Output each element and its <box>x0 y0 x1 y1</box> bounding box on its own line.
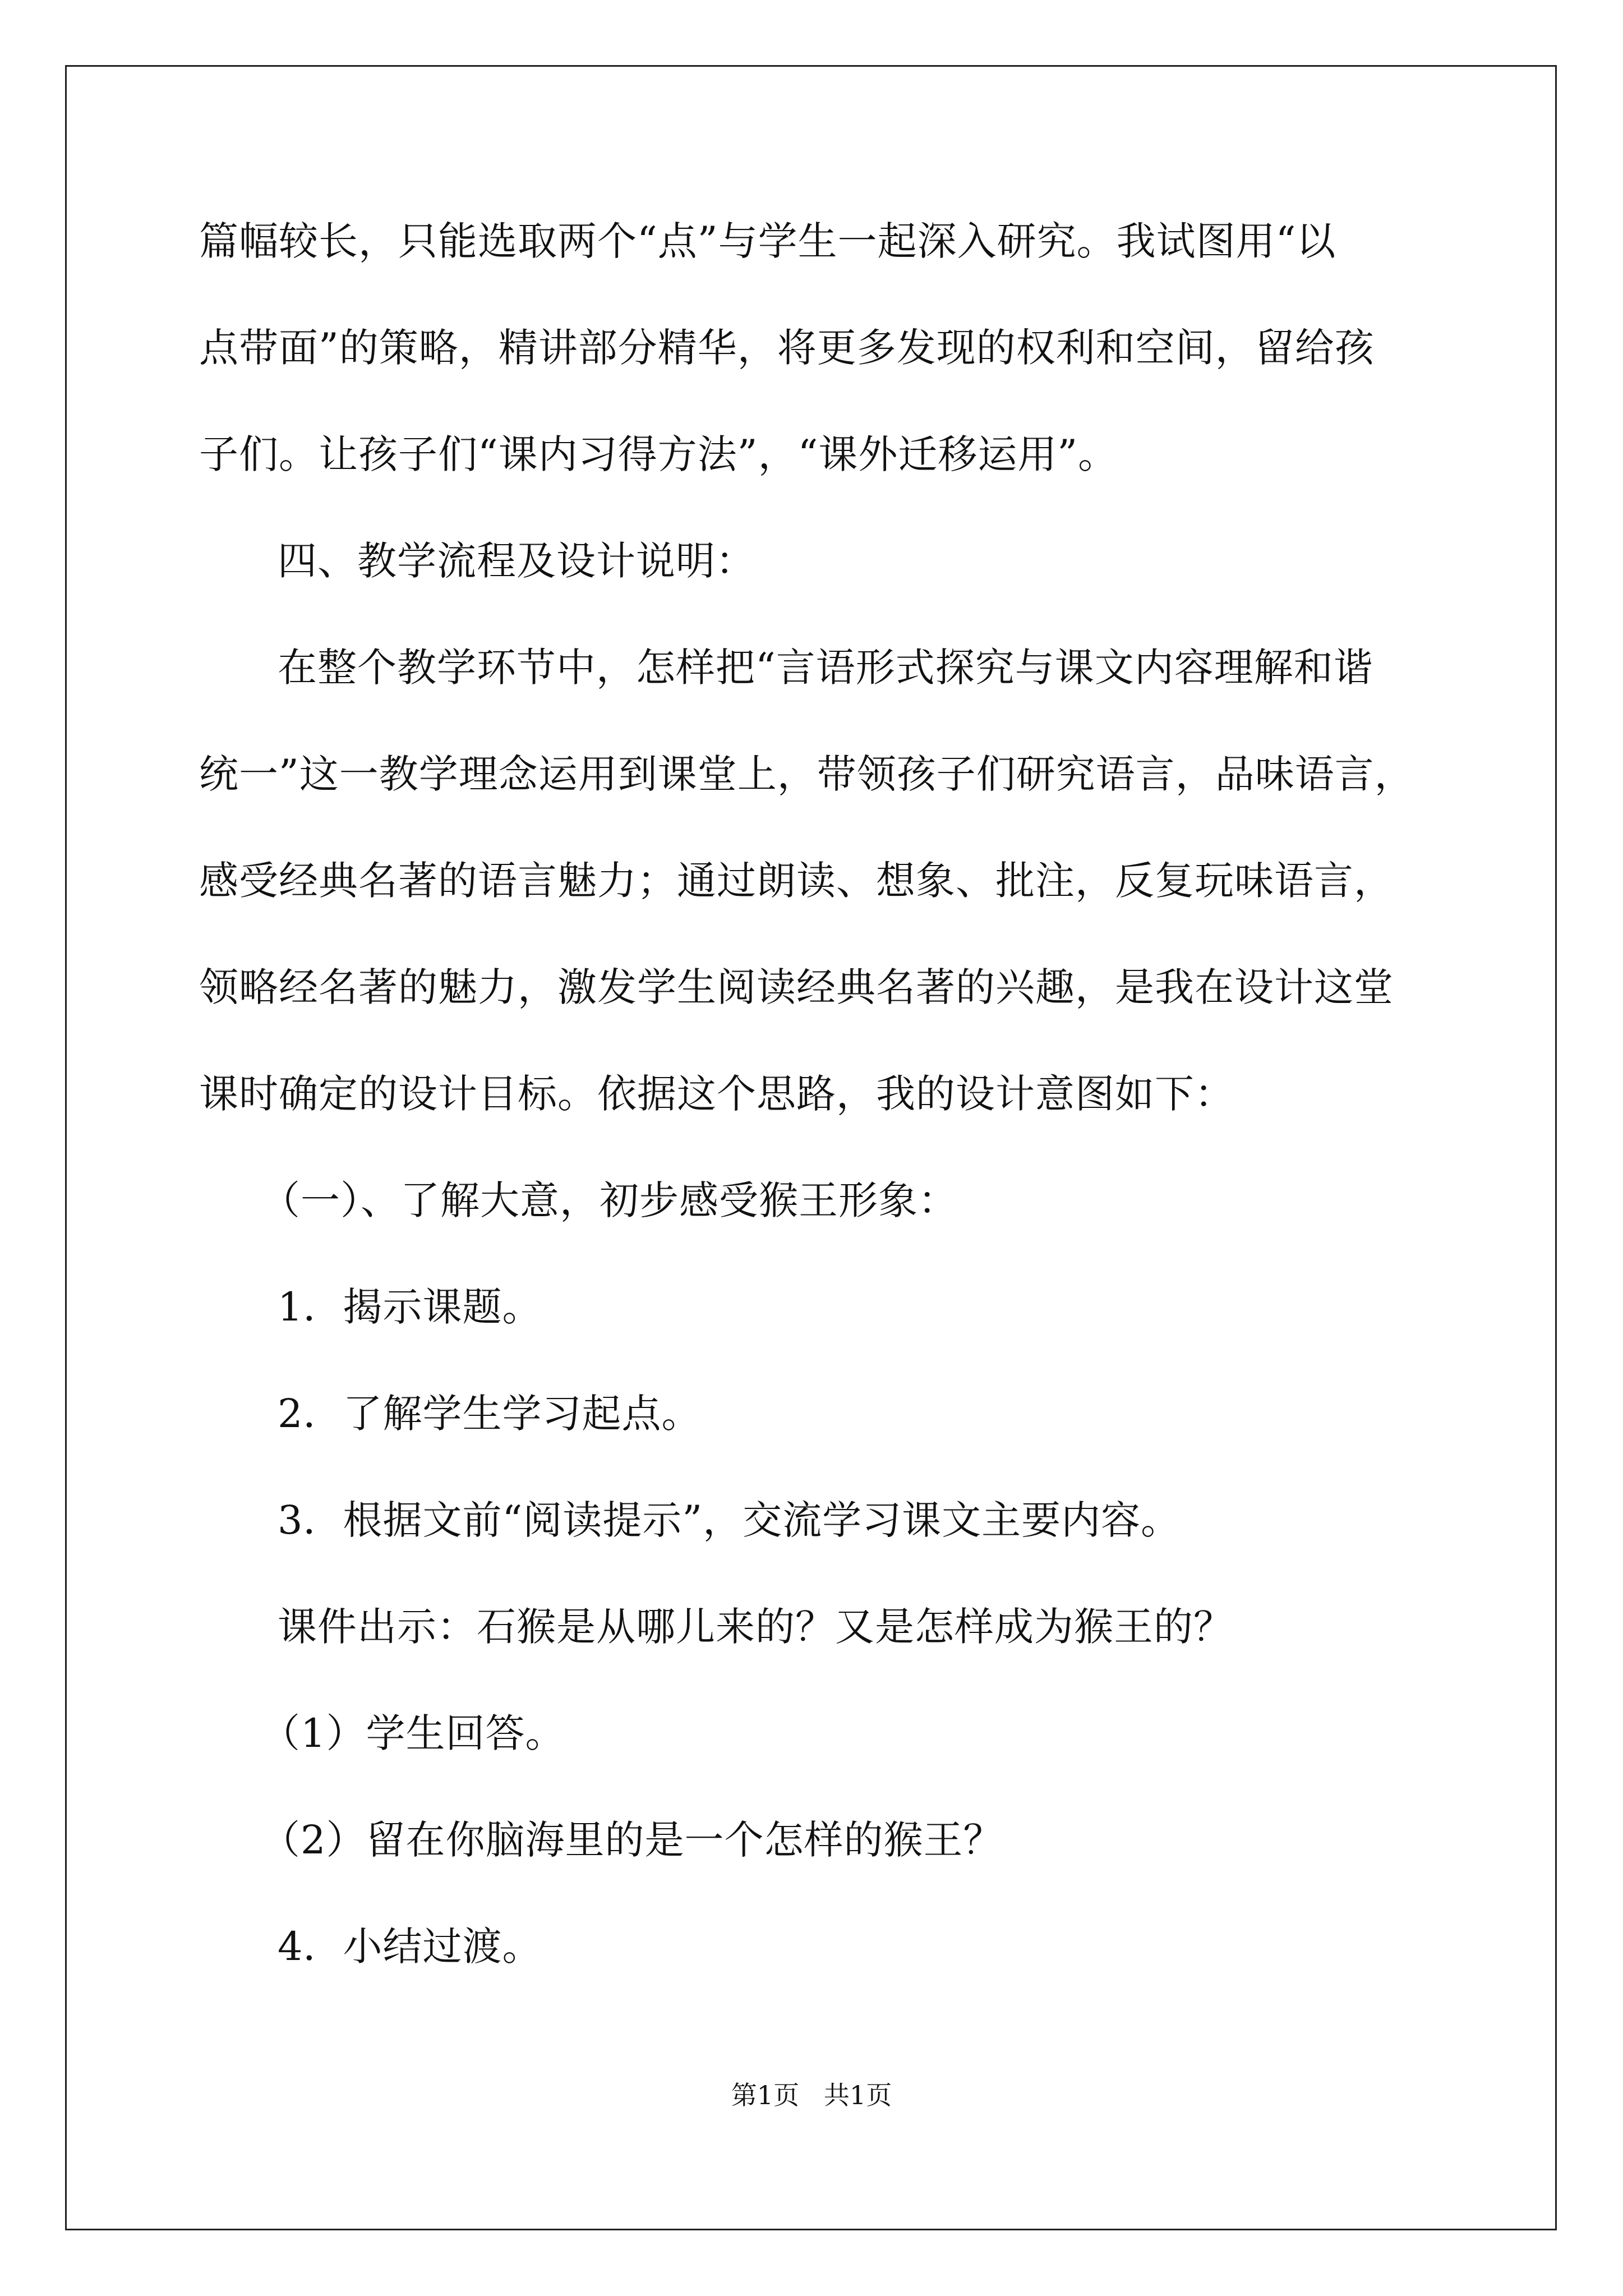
paragraph-line: 在整个教学环节中，怎样把“言语形式探究与课文内容理解和谐 <box>278 645 1373 691</box>
page-number: 第1页 共1页 <box>731 2080 892 2110</box>
list-item: 1．揭示课题。 <box>278 1284 542 1330</box>
list-item: 4．小结过渡。 <box>278 1924 542 1970</box>
page-border <box>65 65 1557 2230</box>
paragraph-line: 领略经名著的魅力，激发学生阅读经典名著的兴趣，是我在设计这堂 <box>199 964 1394 1010</box>
list-item: 2．了解学生学习起点。 <box>278 1391 702 1437</box>
list-item: （1）学生回答。 <box>261 1710 565 1756</box>
list-item: （2）留在你脑海里的是一个怎样的猴王？ <box>261 1817 1003 1863</box>
paragraph-line: 课时确定的设计目标。依据这个思路，我的设计意图如下： <box>199 1071 1234 1117</box>
section-heading: 四、教学流程及设计说明： <box>278 538 755 584</box>
paragraph-line: 感受经典名著的语言魅力；通过朗读、想象、批注，反复玩味语言， <box>199 858 1394 904</box>
subsection-heading: （一）、了解大意，初步感受猴王形象： <box>261 1177 958 1223</box>
paragraph-line: 篇幅较长，只能选取两个“点”与学生一起深入研究。我试图用“以 <box>199 218 1336 264</box>
paragraph-line: 子们。让孩子们“课内习得方法”，“课外迁移运用”。 <box>199 431 1118 477</box>
list-item: 3．根据文前“阅读提示”，交流学习课文主要内容。 <box>278 1497 1181 1543</box>
paragraph-line: 课件出示：石猴是从哪儿来的？又是怎样成为猴王的？ <box>278 1604 1233 1650</box>
paragraph-line: 统一”这一教学理念运用到课堂上，带领孩子们研究语言，品味语言， <box>199 751 1414 797</box>
paragraph-line: 点带面”的策略，精讲部分精华，将更多发现的权利和空间，留给孩 <box>199 325 1375 371</box>
